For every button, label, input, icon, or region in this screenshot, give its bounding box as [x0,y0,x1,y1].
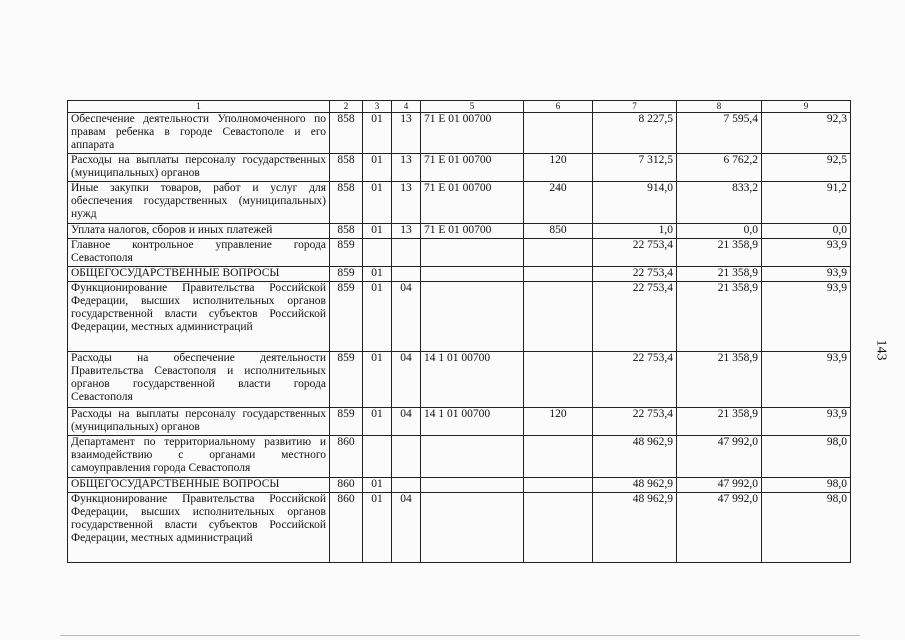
row-name: Иные закупки товаров, работ и услуг для обеспечения государственных (муниципальных) нужд [68,182,330,224]
section-code [363,239,392,267]
execution-percent: 91,2 [762,182,851,224]
table-row [68,182,851,224]
ministry-code: 858 [330,154,363,182]
execution-percent: 98,0 [762,493,851,563]
planned-amount: 22 753,4 [593,267,677,282]
actual-amount: 833,2 [677,182,762,224]
planned-amount: 22 753,4 [593,352,677,408]
target-article-code: 14 1 01 00700 [421,352,524,408]
expense-type-code: 240 [524,182,593,224]
target-article-code: 71 Е 01 00700 [421,113,524,154]
ministry-code: 858 [330,182,363,224]
planned-amount: 914,0 [593,182,677,224]
actual-amount: 47 992,0 [677,478,762,493]
ministry-code: 859 [330,239,363,267]
table-row [68,154,851,182]
section-code: 01 [363,154,392,182]
actual-amount: 47 992,0 [677,436,762,478]
execution-percent: 92,5 [762,154,851,182]
actual-amount: 21 358,9 [677,282,762,352]
section-code: 01 [363,282,392,352]
expense-type-code [524,436,593,478]
ministry-code: 858 [330,113,363,154]
target-article-code [421,282,524,352]
actual-amount: 7 595,4 [677,113,762,154]
ministry-code: 858 [330,224,363,239]
row-name: Расходы на выплаты персоналу государственных (муниципальных) органов [68,154,330,182]
row-name: Главное контрольное управление города Севастополя [68,239,330,267]
execution-percent: 92,3 [762,113,851,154]
subsection-code: 04 [392,282,421,352]
execution-percent: 93,9 [762,239,851,267]
column-header: 4 [392,101,421,113]
planned-amount: 48 962,9 [593,493,677,563]
section-code: 01 [363,352,392,408]
expense-type-code [524,267,593,282]
expense-type-code [524,113,593,154]
table-row [68,267,851,282]
planned-amount: 8 227,5 [593,113,677,154]
budget-table [67,100,851,563]
actual-amount: 21 358,9 [677,408,762,436]
table-header-row [68,101,851,113]
planned-amount: 22 753,4 [593,239,677,267]
subsection-code [392,239,421,267]
actual-amount: 47 992,0 [677,493,762,563]
column-header: 1 [68,101,330,113]
expense-type-code [524,493,593,563]
ministry-code: 859 [330,282,363,352]
column-header: 7 [593,101,677,113]
row-name: Расходы на обеспечение деятельности Правительства Севастополя и исполнительных органов государственной власти города Севастополя [68,352,330,408]
table-row [68,224,851,239]
target-article-code [421,493,524,563]
section-code: 01 [363,493,392,563]
actual-amount: 21 358,9 [677,352,762,408]
expense-type-code: 120 [524,154,593,182]
target-article-code: 71 Е 01 00700 [421,154,524,182]
target-article-code [421,436,524,478]
subsection-code [392,478,421,493]
subsection-code [392,436,421,478]
actual-amount: 21 358,9 [677,267,762,282]
section-code: 01 [363,478,392,493]
subsection-code: 13 [392,224,421,239]
row-name: Уплата налогов, сборов и иных платежей [68,224,330,239]
section-code: 01 [363,113,392,154]
page-bottom-edge [60,635,860,636]
subsection-code: 13 [392,113,421,154]
ministry-code: 860 [330,478,363,493]
row-name: Функционирование Правительства Российской Федерации, высших исполнительных органов государственной власти субъектов Российской Федерации, местных администраций [68,282,330,352]
actual-amount: 6 762,2 [677,154,762,182]
execution-percent: 93,9 [762,408,851,436]
ministry-code: 859 [330,408,363,436]
section-code: 01 [363,182,392,224]
row-name: ОБЩЕГОСУДАРСТВЕННЫЕ ВОПРОСЫ [68,478,330,493]
row-name: Департамент по территориальному развитию и взаимодействию с органами местного самоуправления города Севастополя [68,436,330,478]
target-article-code [421,478,524,493]
section-code [363,436,392,478]
column-header: 3 [363,101,392,113]
table-row [68,493,851,563]
execution-percent: 0,0 [762,224,851,239]
subsection-code: 13 [392,182,421,224]
planned-amount: 22 753,4 [593,408,677,436]
column-header: 2 [330,101,363,113]
target-article-code [421,267,524,282]
column-header: 6 [524,101,593,113]
ministry-code: 860 [330,493,363,563]
execution-percent: 93,9 [762,282,851,352]
section-code: 01 [363,224,392,239]
table-row [68,478,851,493]
column-header: 5 [421,101,524,113]
expense-type-code: 850 [524,224,593,239]
expense-type-code [524,478,593,493]
subsection-code: 04 [392,352,421,408]
expense-type-code [524,282,593,352]
ministry-code: 859 [330,267,363,282]
planned-amount: 48 962,9 [593,478,677,493]
actual-amount: 0,0 [677,224,762,239]
planned-amount: 7 312,5 [593,154,677,182]
planned-amount: 22 753,4 [593,282,677,352]
ministry-code: 859 [330,352,363,408]
actual-amount: 21 358,9 [677,239,762,267]
planned-amount: 1,0 [593,224,677,239]
target-article-code: 71 Е 01 00700 [421,224,524,239]
subsection-code: 13 [392,154,421,182]
row-name: Обеспечение деятельности Уполномоченного по правам ребенка в городе Севастополе и его аппарата [68,113,330,154]
subsection-code: 04 [392,408,421,436]
row-name: Функционирование Правительства Российской Федерации, высших исполнительных органов государственной власти субъектов Российской Федерации, местных администраций [68,493,330,563]
section-code: 01 [363,267,392,282]
row-name: ОБЩЕГОСУДАРСТВЕННЫЕ ВОПРОСЫ [68,267,330,282]
target-article-code [421,239,524,267]
target-article-code: 71 Е 01 00700 [421,182,524,224]
expense-type-code: 120 [524,408,593,436]
ministry-code: 860 [330,436,363,478]
section-code: 01 [363,408,392,436]
table-row [68,239,851,267]
column-header: 8 [677,101,762,113]
page-number: 143 [873,339,889,361]
target-article-code: 14 1 01 00700 [421,408,524,436]
execution-percent: 98,0 [762,436,851,478]
execution-percent: 98,0 [762,478,851,493]
subsection-code: 04 [392,493,421,563]
column-header: 9 [762,101,851,113]
planned-amount: 48 962,9 [593,436,677,478]
expense-type-code [524,352,593,408]
table-row [68,282,851,352]
row-name: Расходы на выплаты персоналу государственных (муниципальных) органов [68,408,330,436]
execution-percent: 93,9 [762,267,851,282]
expense-type-code [524,239,593,267]
execution-percent: 93,9 [762,352,851,408]
table-row [68,113,851,154]
table-row [68,408,851,436]
subsection-code [392,267,421,282]
table-row [68,436,851,478]
table-row [68,352,851,408]
